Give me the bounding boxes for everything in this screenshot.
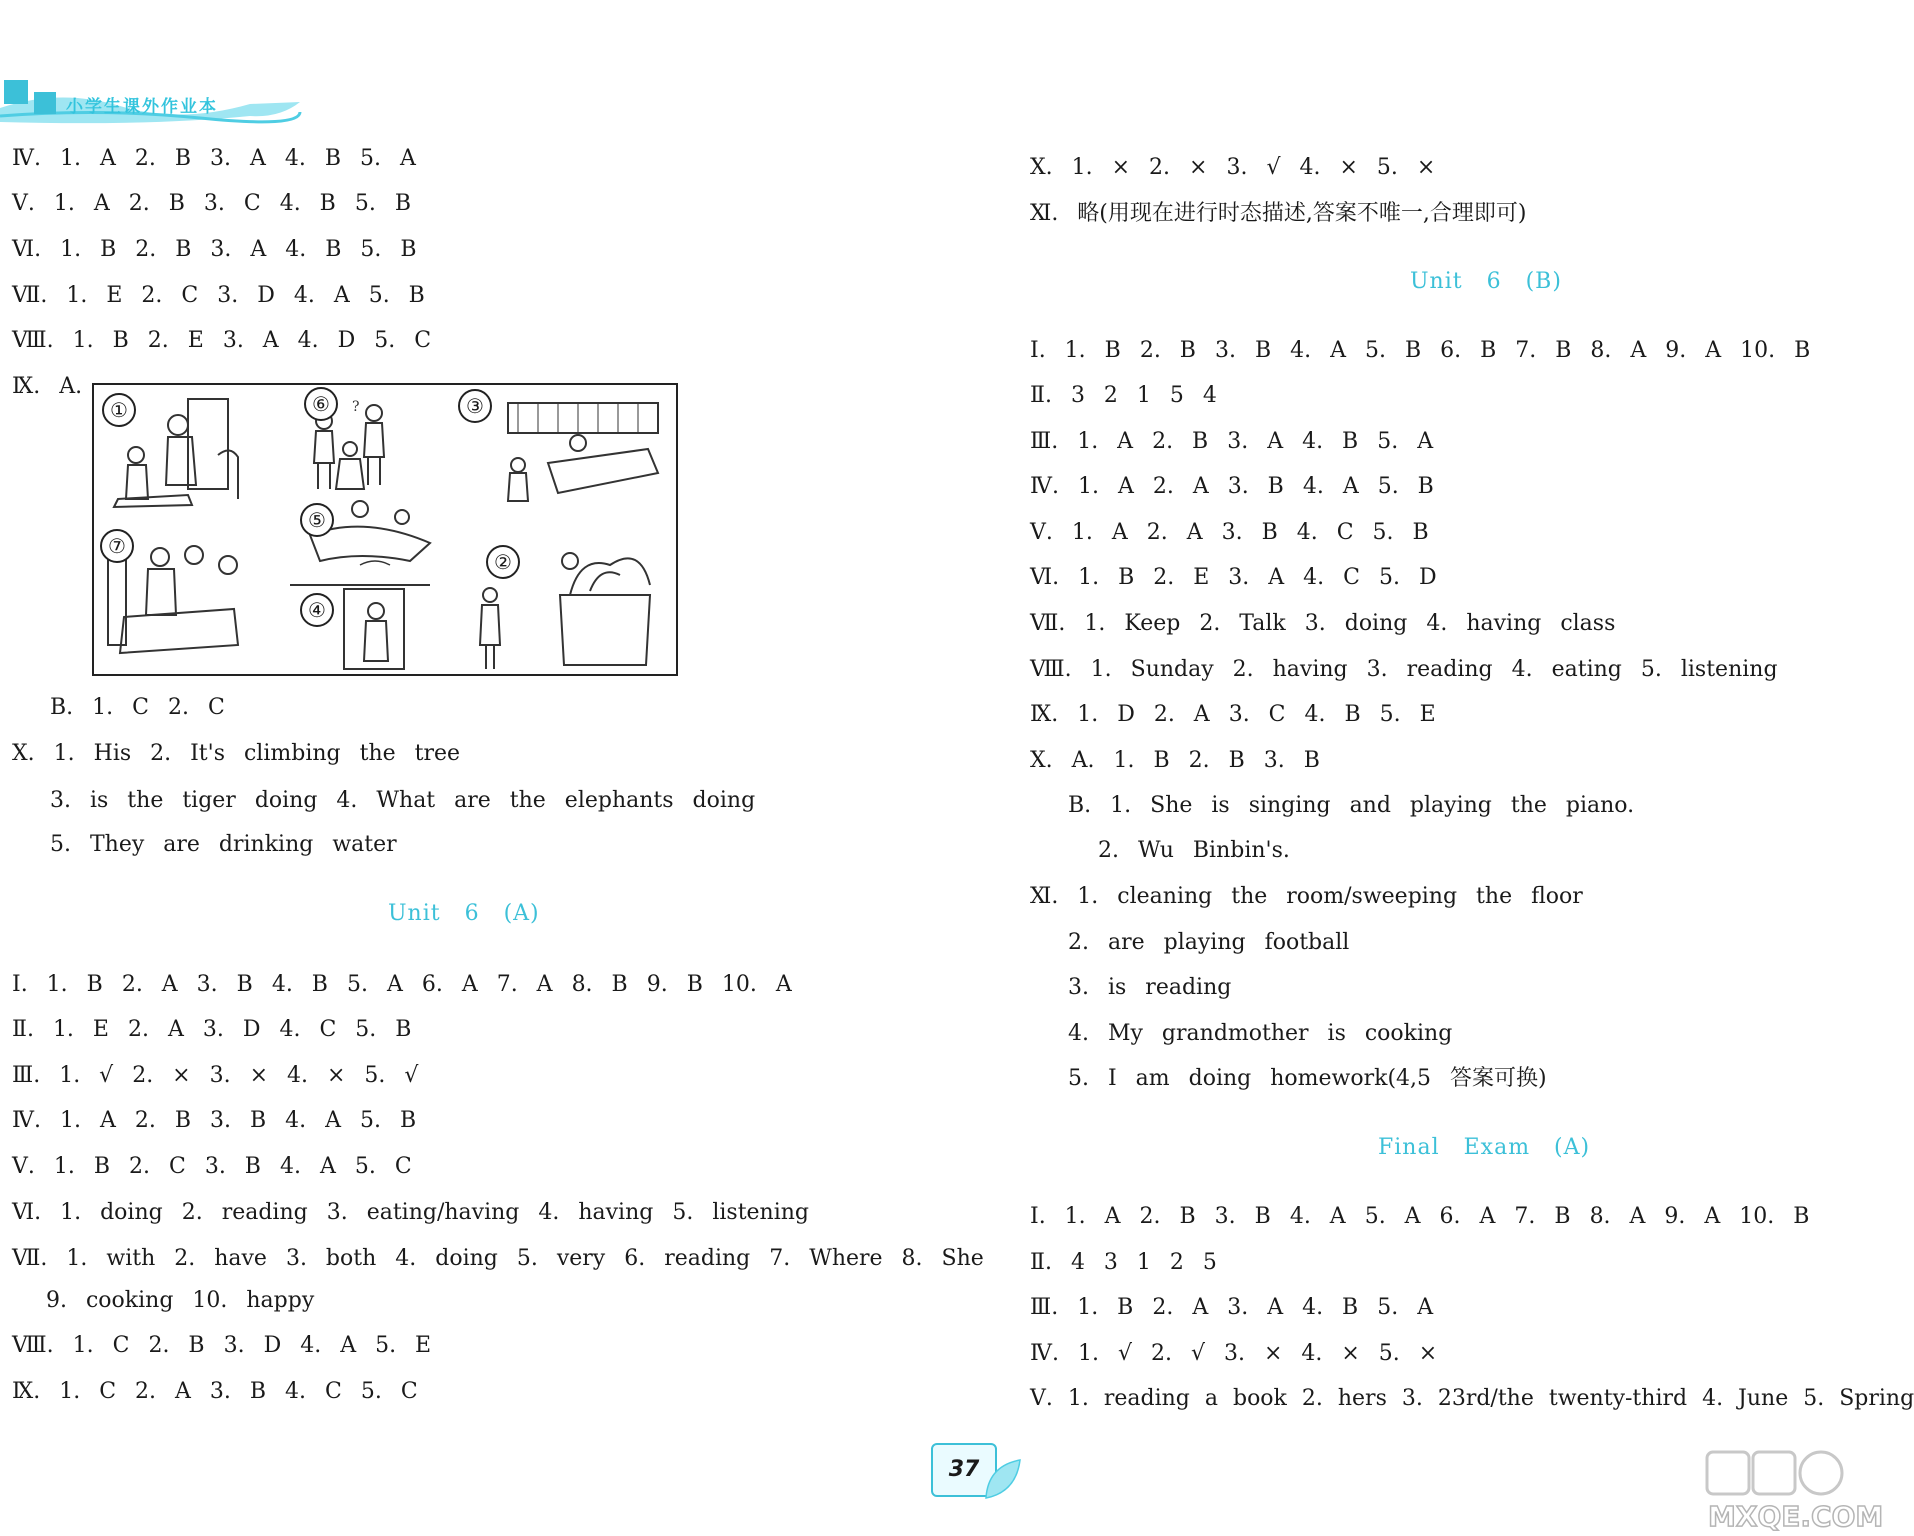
answer-line: Ⅰ. 1. B 2. B 3. B 4. A 5. B 6. B 7. B 8. A 9. A 10. B <box>1030 338 1811 363</box>
svg-text:?: ? <box>352 399 360 415</box>
answer-line: B. 1. C 2. C <box>50 695 225 720</box>
answer-line: Ⅴ. 1. A 2. A 3. B 4. C 5. B <box>1030 520 1429 545</box>
header-logo <box>0 78 310 140</box>
answer-line: Ⅸ. A. <box>12 374 83 399</box>
answer-line: Ⅴ. 1. B 2. C 3. B 4. A 5. C <box>12 1154 412 1179</box>
figure-label: ⑥ <box>304 387 338 421</box>
answer-line: Ⅸ. 1. D 2. A 3. C 4. B 5. E <box>1030 702 1436 727</box>
answer-line: Ⅱ. 1. E 2. A 3. D 4. C 5. B <box>12 1017 412 1042</box>
answer-line: Ⅵ. 1. B 2. B 3. A 4. B 5. B <box>12 237 417 262</box>
answer-line: Ⅷ. 1. C 2. B 3. D 4. A 5. E <box>12 1333 432 1358</box>
answer-line: Ⅴ. 1. A 2. B 3. C 4. B 5. B <box>12 191 411 216</box>
section-heading: Unit 6 (A) <box>388 901 540 926</box>
answer-line: Ⅵ. 1. B 2. E 3. A 4. C 5. D <box>1030 565 1437 590</box>
answer-line: Ⅺ. 1. cleaning the room/sweeping the floor <box>1030 884 1583 909</box>
leaf-icon <box>982 1458 1022 1502</box>
answer-line: 2. are playing football <box>1068 930 1350 955</box>
figure-label: ⑦ <box>100 529 134 563</box>
logo-text: 小学生课外作业本 <box>66 97 218 117</box>
answer-line: Ⅶ. 1. with 2. have 3. both 4. doing 5. very 6. reading 7. Where 8. She <box>12 1246 984 1271</box>
scene-garden-icon <box>450 535 670 675</box>
watermark-logo-icon <box>1705 1448 1845 1500</box>
figure-label: ② <box>486 545 520 579</box>
answer-line: Ⅱ. 4 3 1 2 5 <box>1030 1250 1217 1275</box>
answer-line: Ⅰ. 1. A 2. B 3. B 4. A 5. A 6. A 7. B 8. A 9. A 10. B <box>1030 1204 1810 1229</box>
answer-line: 2. Wu Binbin's. <box>1098 838 1290 863</box>
answer-line: B. 1. She is singing and playing the piano. <box>1068 793 1635 818</box>
figure-label: ④ <box>300 593 334 627</box>
scene-classroom-icon <box>488 393 668 513</box>
answer-line: 5. I am doing homework(4,5 答案可换) <box>1068 1066 1547 1091</box>
answer-line: Ⅳ. 1. √ 2. √ 3. × 4. × 5. × <box>1030 1341 1438 1366</box>
answer-line: Ⅴ. 1. reading a book 2. hers 3. 23rd/the twenty-third 4. June 5. Spring <box>1030 1386 1914 1411</box>
answer-line: Ⅹ. 1. His 2. It's climbing the tree <box>12 741 461 766</box>
figure-label: ⑤ <box>300 503 334 537</box>
illustration-figure <box>92 383 678 676</box>
answer-line: 5. They are drinking water <box>50 832 397 857</box>
section-heading: Unit 6 (B) <box>1410 269 1562 294</box>
answer-line: 3. is the tiger doing 4. What are the elephants doing <box>50 788 756 813</box>
answer-line: Ⅷ. 1. Sunday 2. having 3. reading 4. eating 5. listening <box>1030 657 1778 682</box>
section-heading: Final Exam (A) <box>1378 1135 1591 1160</box>
answer-line: Ⅶ. 1. Keep 2. Talk 3. doing 4. having class <box>1030 611 1616 636</box>
answer-line: Ⅳ. 1. A 2. B 3. A 4. B 5. A <box>12 146 416 171</box>
answer-line: Ⅺ. 略(用现在进行时态描述,答案不唯一,合理即可) <box>1030 201 1527 226</box>
answer-line: Ⅰ. 1. B 2. A 3. B 4. B 5. A 6. A 7. A 8. B 9. B 10. A <box>12 972 792 997</box>
answer-line: 9. cooking 10. happy <box>46 1288 315 1313</box>
answer-line: Ⅲ. 1. A 2. B 3. A 4. B 5. A <box>1030 429 1434 454</box>
answer-line: Ⅵ. 1. doing 2. reading 3. eating/having 4. having 5. listening <box>12 1200 810 1225</box>
scene-reading-icon <box>280 581 440 673</box>
answer-line: Ⅳ. 1. A 2. B 3. B 4. A 5. B <box>12 1108 417 1133</box>
answer-line: Ⅹ. A. 1. B 2. B 3. B <box>1030 748 1320 773</box>
watermark-text: MXQE.COM <box>1708 1500 1884 1533</box>
answer-line: Ⅱ. 3 2 1 5 4 <box>1030 383 1217 408</box>
answer-line: Ⅹ. 1. × 2. × 3. √ 4. × 5. × <box>1030 155 1436 180</box>
figure-label: ① <box>102 393 136 427</box>
answer-line: 3. is reading <box>1068 975 1232 1000</box>
answer-line: Ⅸ. 1. C 2. A 3. B 4. C 5. C <box>12 1379 418 1404</box>
answer-line: 4. My grandmother is cooking <box>1068 1021 1453 1046</box>
answer-line: Ⅶ. 1. E 2. C 3. D 4. A 5. B <box>12 283 425 308</box>
answer-line: Ⅲ. 1. √ 2. × 3. × 4. × 5. √ <box>12 1063 419 1088</box>
figure-label: ③ <box>458 389 492 423</box>
answer-line: Ⅲ. 1. B 2. A 3. A 4. B 5. A <box>1030 1295 1434 1320</box>
page-number: 37 <box>931 1443 997 1497</box>
answer-line: Ⅳ. 1. A 2. A 3. B 4. A 5. B <box>1030 474 1434 499</box>
answer-line: Ⅷ. 1. B 2. E 3. A 4. D 5. C <box>12 328 432 353</box>
